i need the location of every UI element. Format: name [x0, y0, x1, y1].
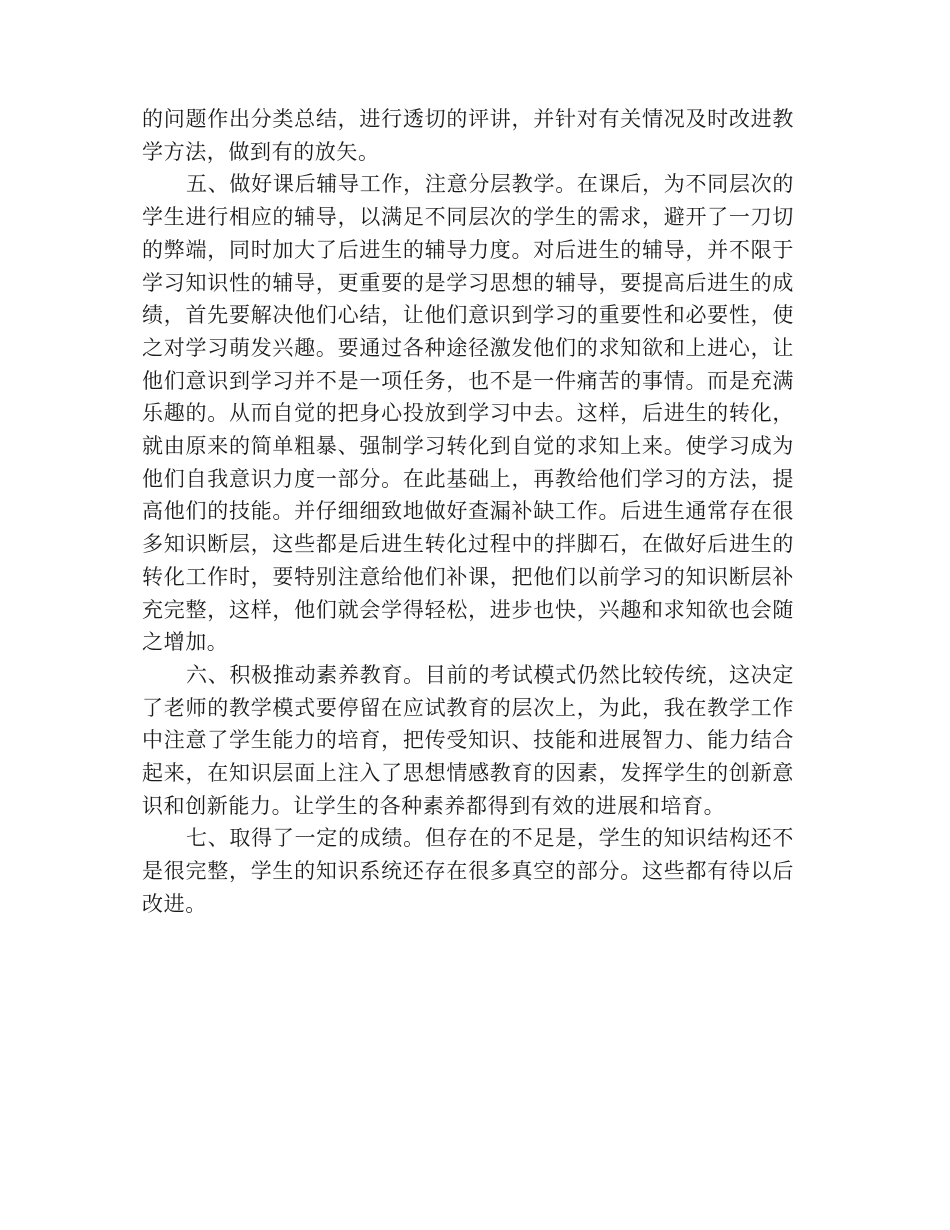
paragraph-section-7: 七、取得了一定的成绩。但存在的不足是，学生的知识结构还不是很完整，学生的知识系统还存在很多真空的部分。这些都有待以后改进。 — [142, 826, 794, 916]
paragraph-section-6: 六、积极推动素养教育。目前的考试模式仍然比较传统，这决定了老师的教学模式要停留在应试教育的层次上，为此，我在教学工作中注意了学生能力的培育，把传受知识、技能和进展智力、能力结合起来，在知识层面上注入了思想情感教育的因素，发挥学生的创新意识和创新能力。让学生的各种素养都得到有效的进展和培育。 — [142, 662, 794, 818]
paragraph-section-5: 五、做好课后辅导工作，注意分层教学。在课后，为不同层次的学生进行相应的辅导，以满足不同层次的学生的需求，避开了一刀切的弊端，同时加大了后进生的辅导力度。对后进生的辅导，并不限于学习知识性的辅导，更重要的是学习思想的辅导，要提高后进生的成绩，首先要解决他们心结，让他们意识到学习的重要性和必要性，使之对学习萌发兴趣。要通过各种途径激发他们的求知欲和上进心，让他们意识到学习并不是一项任务，也不是一件痛苦的事情。而是充满乐趣的。从而自觉的把身心投放到学习中去。这样，后进生的转化，就由原来的简单粗暴、强制学习转化到自觉的求知上来。使学习成为他们自我意识力度一部分。在此基础上，再教给他们学习的方法，提高他们的技能。并仔细细致地做好查漏补缺工作。后进生通常存在很多知识断层，这些都是后进生转化过程中的拌脚石，在做好后进生的转化工作时，要特别注意给他们补课，把他们以前学习的知识断层补充完整，这样，他们就会学得轻松，进步也快，兴趣和求知欲也会随之增加。 — [142, 172, 794, 655]
paragraph-continued: 的问题作出分类总结，进行透切的评讲，并针对有关情况及时改进教学方法，做到有的放矢。 — [142, 107, 794, 164]
document-body — [142, 103, 794, 921]
